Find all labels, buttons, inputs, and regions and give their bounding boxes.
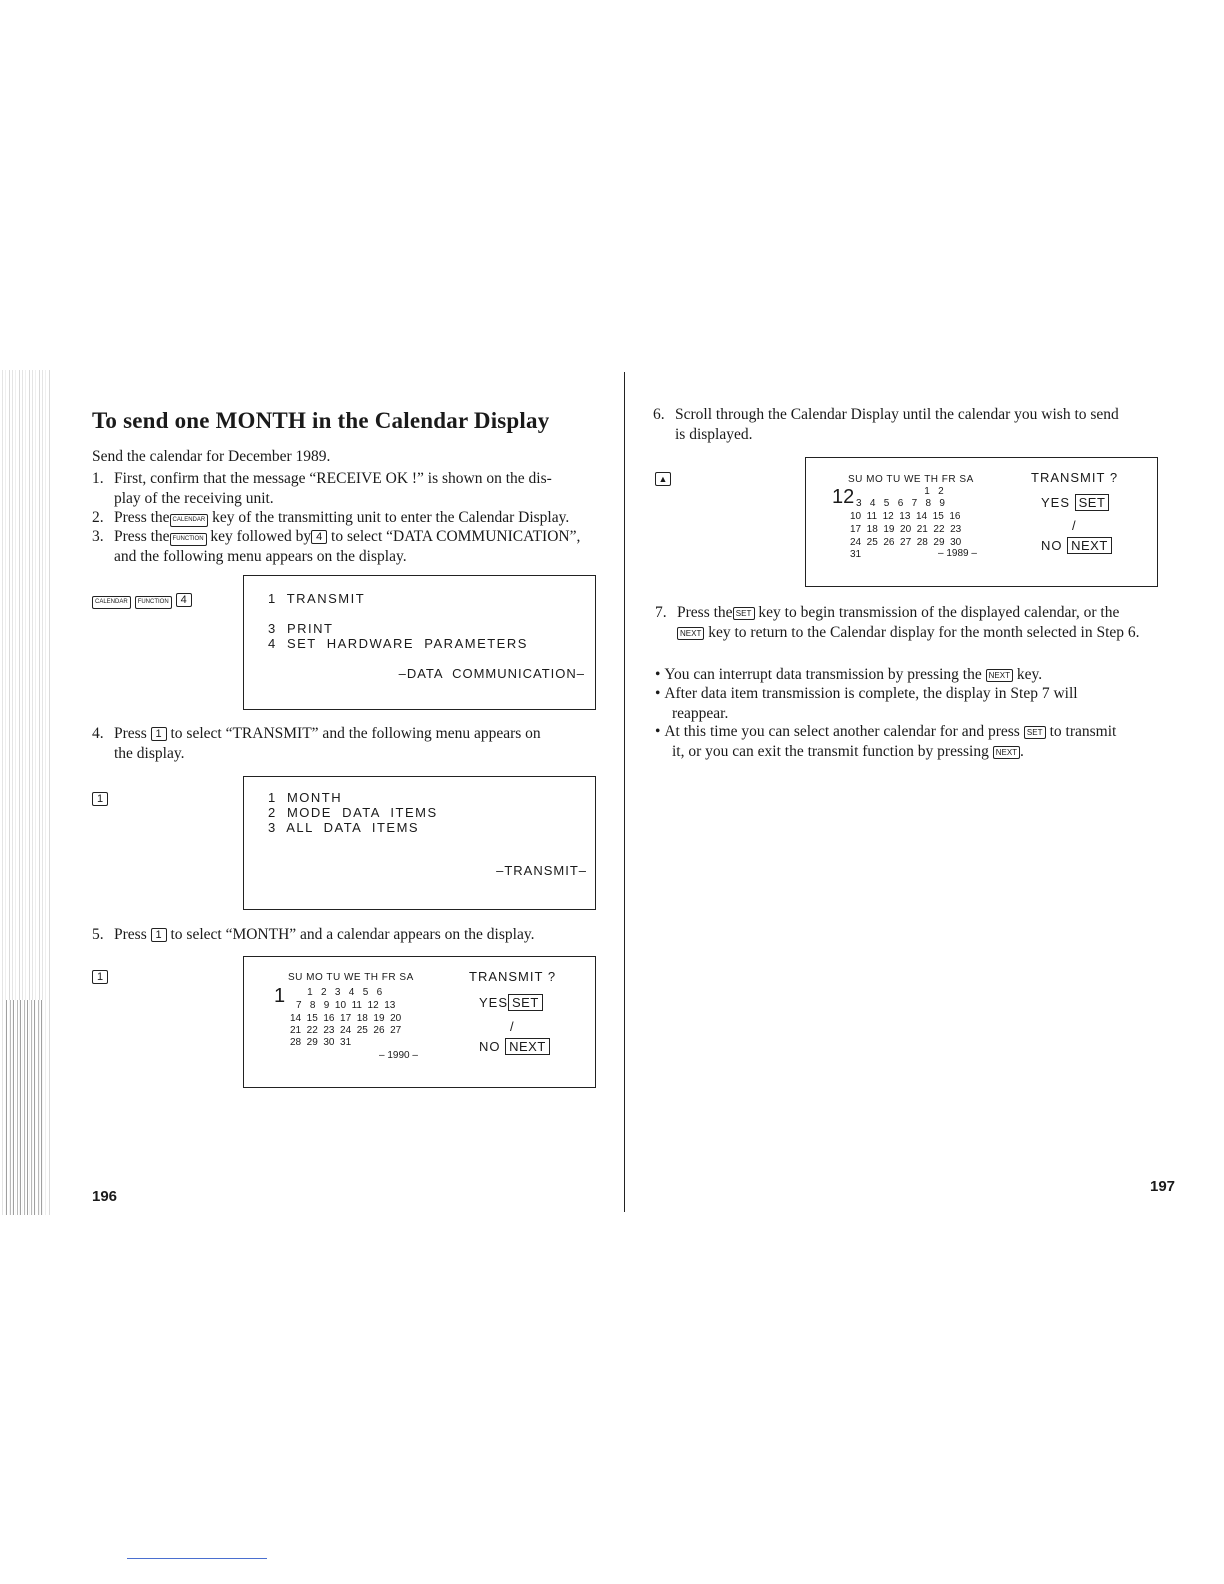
calendar-week-row: 28 29 30 31	[290, 1037, 352, 1048]
lcd-screen-calendar-december	[805, 457, 1158, 587]
binding-scan-shadow	[4, 1000, 44, 1215]
step-text: key to begin transmission of the displayed calendar, or the	[758, 604, 1120, 621]
step-number: 5.	[92, 926, 104, 943]
yes-label: YES	[1041, 495, 1071, 510]
no-option	[479, 1039, 550, 1054]
lcd-screen-transmit	[243, 776, 596, 910]
calendar-year: – 1989 –	[938, 548, 977, 559]
step-text: First, confirm that the message “RECEIVE OK !” is shown on the dis-	[114, 470, 552, 487]
page-number-right: 197	[1150, 1178, 1176, 1195]
calendar-month-number: 12	[832, 486, 855, 508]
step-3	[92, 527, 612, 566]
calendar-week-row: 24 25 26 27 28 29 30	[850, 537, 962, 548]
up-arrow-key-icon: ▲	[655, 472, 671, 486]
yes-label: YES	[479, 995, 509, 1010]
step-text-cont: and the following menu appears on the display.	[114, 547, 407, 565]
lcd-screen-calendar-january	[243, 956, 596, 1088]
step-2	[92, 508, 612, 528]
function-key-icon: FUNCTION	[170, 533, 207, 546]
bullet-text: to transmit	[1049, 723, 1117, 740]
calendar-week-row: 1 2 3 4 5 6	[296, 987, 383, 998]
menu-item-month: 1 MONTH	[268, 790, 343, 805]
bullet-text-cont: reappear.	[672, 704, 729, 722]
step-text: Press the	[677, 604, 733, 621]
step-text: Press the	[114, 528, 170, 545]
calendar-key-icon: CALENDAR	[92, 596, 131, 609]
key-1-icon: 1	[151, 928, 167, 942]
set-key-icon: SET	[1024, 726, 1046, 739]
key-4-icon: 4	[176, 593, 192, 607]
step-4	[92, 724, 612, 763]
step-text: to select “MONTH” and a calendar appears on the display.	[170, 926, 535, 943]
step-7-final	[655, 603, 1175, 642]
bullet-icon: •	[655, 685, 665, 702]
step-number: 6.	[653, 406, 665, 423]
menu-footer: –TRANSMIT–	[496, 863, 587, 878]
menu-item-mode-data: 2 MODE DATA ITEMS	[268, 805, 438, 820]
bullet-text: key.	[1016, 666, 1043, 683]
calendar-week-row: 7 8 9 10 11 12 13	[296, 1000, 396, 1011]
yes-option	[479, 995, 543, 1010]
calendar-weekday-header: SU MO TU WE TH FR SA	[288, 972, 414, 983]
set-key-icon: SET	[733, 607, 755, 620]
set-key-label: SET	[1075, 494, 1110, 511]
step-text-cont: play of the receiving unit.	[114, 489, 274, 507]
calendar-week-row: 31	[850, 549, 862, 560]
next-key-label: NEXT	[1067, 537, 1112, 554]
key-sequence-3	[92, 968, 108, 986]
bullet-2	[655, 684, 1175, 723]
step-1	[92, 469, 612, 508]
step-6	[653, 405, 1173, 444]
set-key-label: SET	[508, 994, 543, 1011]
step-5	[92, 925, 612, 945]
key-1-icon: 1	[151, 727, 167, 741]
option-separator: /	[510, 1019, 515, 1034]
menu-item-set-hardware: 4 SET HARDWARE PARAMETERS	[268, 636, 528, 651]
bullet-text-end: .	[1020, 742, 1024, 760]
step-text: Press	[114, 926, 147, 943]
menu-footer: –DATA COMMUNICATION–	[398, 666, 585, 681]
key-sequence-2	[92, 790, 108, 808]
step-number: 7.	[655, 604, 667, 621]
calendar-week-row: 14 15 16 17 18 19 20	[290, 1013, 402, 1024]
key-1-icon: 1	[92, 792, 108, 806]
step-number: 2.	[92, 509, 104, 526]
page-number-left: 196	[92, 1188, 118, 1205]
key-4-icon: 4	[311, 530, 327, 544]
page-gutter-divider	[624, 372, 625, 1212]
step-text-cont: is displayed.	[675, 425, 753, 443]
menu-item-print: 3 PRINT	[268, 621, 334, 636]
next-key-label: NEXT	[505, 1038, 550, 1055]
calendar-week-row: 1 2	[852, 486, 944, 497]
key-1-icon: 1	[92, 970, 108, 984]
calendar-weekday-header: SU MO TU WE TH FR SA	[848, 474, 974, 485]
bullet-icon: •	[655, 666, 665, 683]
bullet-text: You can interrupt data transmission by pressing the	[664, 666, 982, 683]
lcd-screen-data-communication	[243, 575, 596, 710]
menu-item-transmit: 1 TRANSMIT	[268, 591, 366, 606]
step-text: Press the	[114, 509, 170, 526]
step-text: key followed by	[210, 528, 312, 545]
step-text: Press	[114, 725, 147, 742]
function-key-icon: FUNCTION	[135, 596, 172, 609]
transmit-prompt: TRANSMIT ?	[469, 969, 557, 984]
step-number: 3.	[92, 528, 104, 545]
step-number: 1.	[92, 470, 104, 487]
scan-edge-line	[127, 1558, 267, 1559]
calendar-key-icon: CALENDAR	[170, 514, 209, 527]
bullet-icon: •	[655, 723, 665, 740]
menu-item-all-data: 3 ALL DATA ITEMS	[268, 820, 420, 835]
next-key-icon: NEXT	[986, 669, 1013, 682]
bullet-text: After data item transmission is complete, the display in Step 7 will	[664, 685, 1078, 702]
next-key-icon: NEXT	[677, 627, 704, 640]
step-text: Scroll through the Calendar Display until the calendar you wish to send	[675, 406, 1119, 423]
transmit-prompt: TRANSMIT ?	[1031, 470, 1119, 485]
bullet-text: At this time you can select another calendar for and press	[664, 723, 1020, 740]
intro-text: Send the calendar for December 1989.	[92, 448, 331, 465]
calendar-week-row: 21 22 23 24 25 26 27	[290, 1025, 402, 1036]
calendar-year: – 1990 –	[379, 1050, 418, 1061]
section-title: To send one MONTH in the Calendar Display	[92, 408, 550, 433]
no-label: NO	[1041, 538, 1063, 553]
step-number: 4.	[92, 725, 104, 742]
step-text: to select “DATA COMMUNICATION”,	[331, 528, 581, 545]
step-text: to select “TRANSMIT” and the following menu appears on	[170, 725, 541, 742]
step-text: key of the transmitting unit to enter the Calendar Display.	[212, 509, 570, 526]
no-label: NO	[479, 1039, 501, 1054]
step-text-cont: key to return to the Calendar display for the month selected in Step 6.	[708, 623, 1140, 641]
bullet-3	[655, 722, 1175, 761]
no-option	[1041, 538, 1112, 553]
calendar-week-row: 10 11 12 13 14 15 16	[850, 511, 961, 522]
next-key-icon: NEXT	[993, 746, 1020, 759]
calendar-week-row: 17 18 19 20 21 22 23	[850, 524, 962, 535]
step-text-cont: the display.	[114, 744, 185, 762]
key-sequence-scroll	[655, 470, 671, 488]
option-separator: /	[1072, 518, 1077, 533]
calendar-month-number: 1	[274, 985, 286, 1007]
calendar-week-row: 3 4 5 6 7 8 9	[856, 498, 945, 509]
yes-option	[1041, 495, 1109, 510]
key-sequence-1	[92, 591, 192, 609]
bullet-text-cont: it, or you can exit the transmit function by pressing	[672, 742, 989, 760]
bullet-1	[655, 665, 1175, 685]
